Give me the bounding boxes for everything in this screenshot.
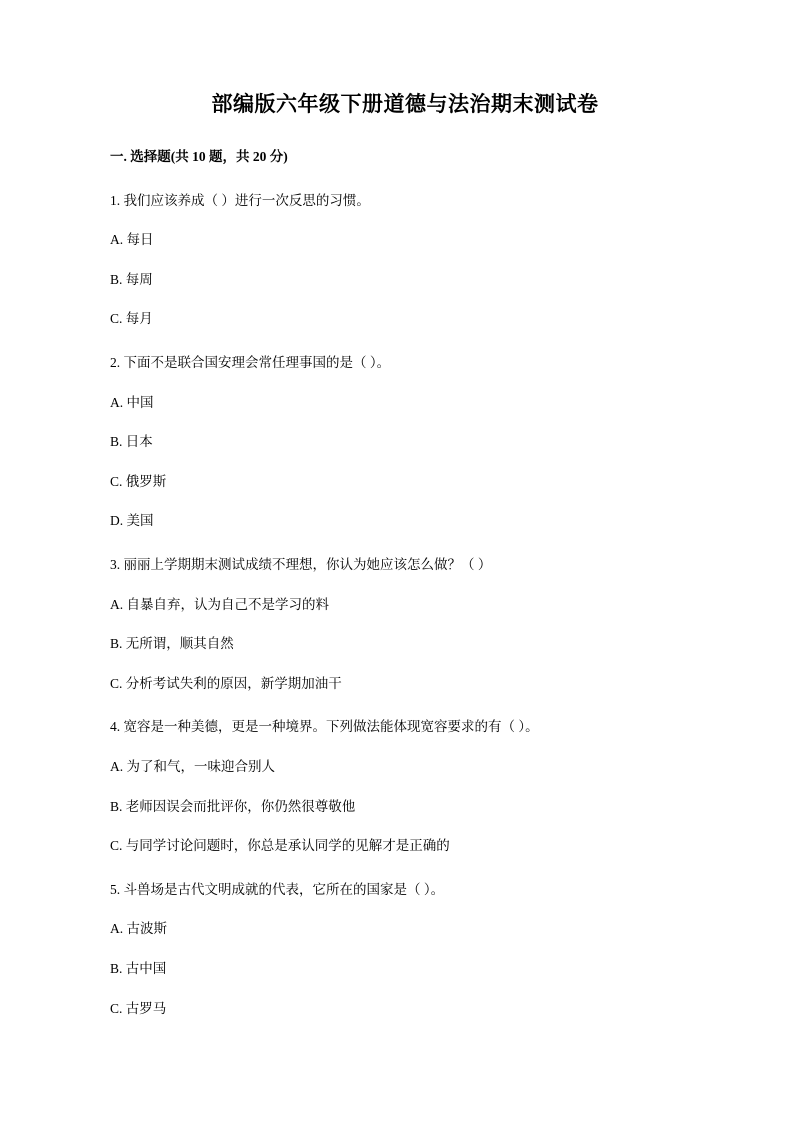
page-title: 部编版六年级下册道德与法治期末测试卷 — [211, 92, 599, 116]
question-stem: 1. 我们应该养成（ ）进行一次反思的习惯。 — [110, 192, 370, 208]
question-option: A. 中国 — [110, 394, 154, 410]
question-option: A. 每日 — [110, 232, 154, 248]
question-option: C. 每月 — [110, 311, 153, 327]
question-stem: 2. 下面不是联合国安理会常任理事国的是（ ）。 — [110, 355, 391, 371]
question-option: C. 分析考试失利的原因，新学期加油干 — [110, 675, 342, 691]
question-stem: 5. 斗兽场是古代文明成就的代表，它所在的国家是（ ）。 — [110, 881, 445, 897]
question-stem: 3. 丽丽上学期期末测试成绩不理想，你认为她应该怎么做？（ ） — [110, 556, 492, 572]
section-heading: 一. 选择题(共 10 题，共 20 分) — [110, 149, 288, 165]
question-option: C. 俄罗斯 — [110, 473, 167, 489]
question-option: B. 每周 — [110, 271, 153, 287]
question-option: A. 古波斯 — [110, 921, 167, 937]
question-stem: 4. 宽容是一种美德，更是一种境界。下列做法能体现宽容要求的有（ ）。 — [110, 719, 539, 735]
question-option: A. 为了和气，一味迎合别人 — [110, 758, 275, 774]
question-option: B. 日本 — [110, 434, 153, 450]
question-option: B. 无所谓，顺其自然 — [110, 636, 234, 652]
question-option: A. 自暴自弃，认为自己不是学习的料 — [110, 596, 329, 612]
question-option: C. 古罗马 — [110, 1000, 167, 1016]
question-option: B. 老师因误会而批评你，你仍然很尊敬他 — [110, 798, 356, 814]
question-option: D. 美国 — [110, 513, 154, 529]
section-multiple-choice — [110, 147, 700, 1019]
question-option: C. 与同学讨论问题时，你总是承认同学的见解才是正确的 — [110, 838, 450, 854]
question-option: B. 古中国 — [110, 960, 167, 976]
